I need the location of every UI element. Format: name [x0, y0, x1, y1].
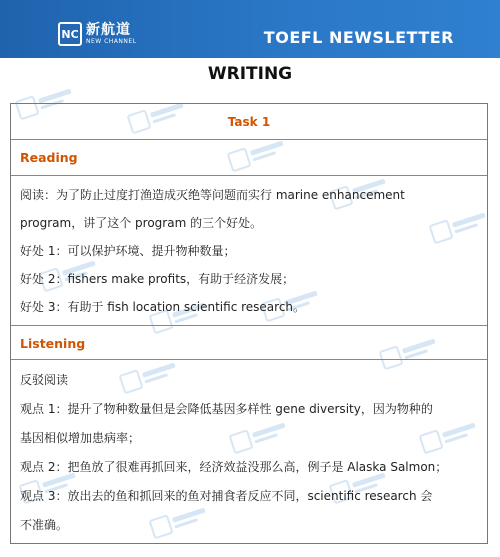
logo-english-text: NEW CHANNEL	[86, 38, 137, 45]
reading-line: 好处 3：有助于 fish location scientific research。	[20, 300, 306, 314]
listening-heading-row	[11, 326, 487, 360]
reading-line: program，讲了这个 program 的三个好处。	[20, 216, 263, 230]
reading-body	[11, 176, 487, 326]
reading-heading: Reading	[20, 150, 78, 165]
listening-line: 反驳阅读	[20, 373, 69, 387]
listening-line: 基因相似增加患病率；	[20, 431, 141, 445]
logo-chinese-text: 新航道	[86, 22, 131, 38]
reading-line: 好处 1：可以保护环境、提升物种数量；	[20, 244, 236, 258]
writing-task-table	[10, 103, 488, 544]
listening-heading: Listening	[20, 336, 86, 351]
listening-line: 观点 2：把鱼放了很难再抓回来，经济效益没那么高，例子是 Alaska Salmon；	[20, 460, 448, 474]
reading-heading-row	[11, 140, 487, 176]
task-row	[11, 104, 487, 140]
listening-line: 观点 1：提升了物种数量但是会降低基因多样性 gene diversity，因为物种的	[20, 402, 433, 416]
reading-line: 好处 2：fishers make profits，有助于经济发展；	[20, 272, 295, 286]
new-channel-logo	[58, 22, 137, 46]
reading-line: 阅读：为了防止过度打渔造成灭绝等问题而实行 marine enhancement	[20, 188, 405, 202]
listening-body	[11, 360, 487, 543]
task-label: Task 1	[227, 115, 271, 129]
listening-line: 不准确。	[20, 518, 69, 532]
logo-mark-icon: NC	[58, 22, 82, 46]
newsletter-title: TOEFL NEWSLETTER	[263, 28, 454, 47]
page-title: WRITING	[207, 64, 293, 84]
header-banner	[0, 0, 500, 58]
listening-line: 观点 3：放出去的鱼和抓回来的鱼对捕食者反应不同，scientific research 会	[20, 489, 433, 503]
